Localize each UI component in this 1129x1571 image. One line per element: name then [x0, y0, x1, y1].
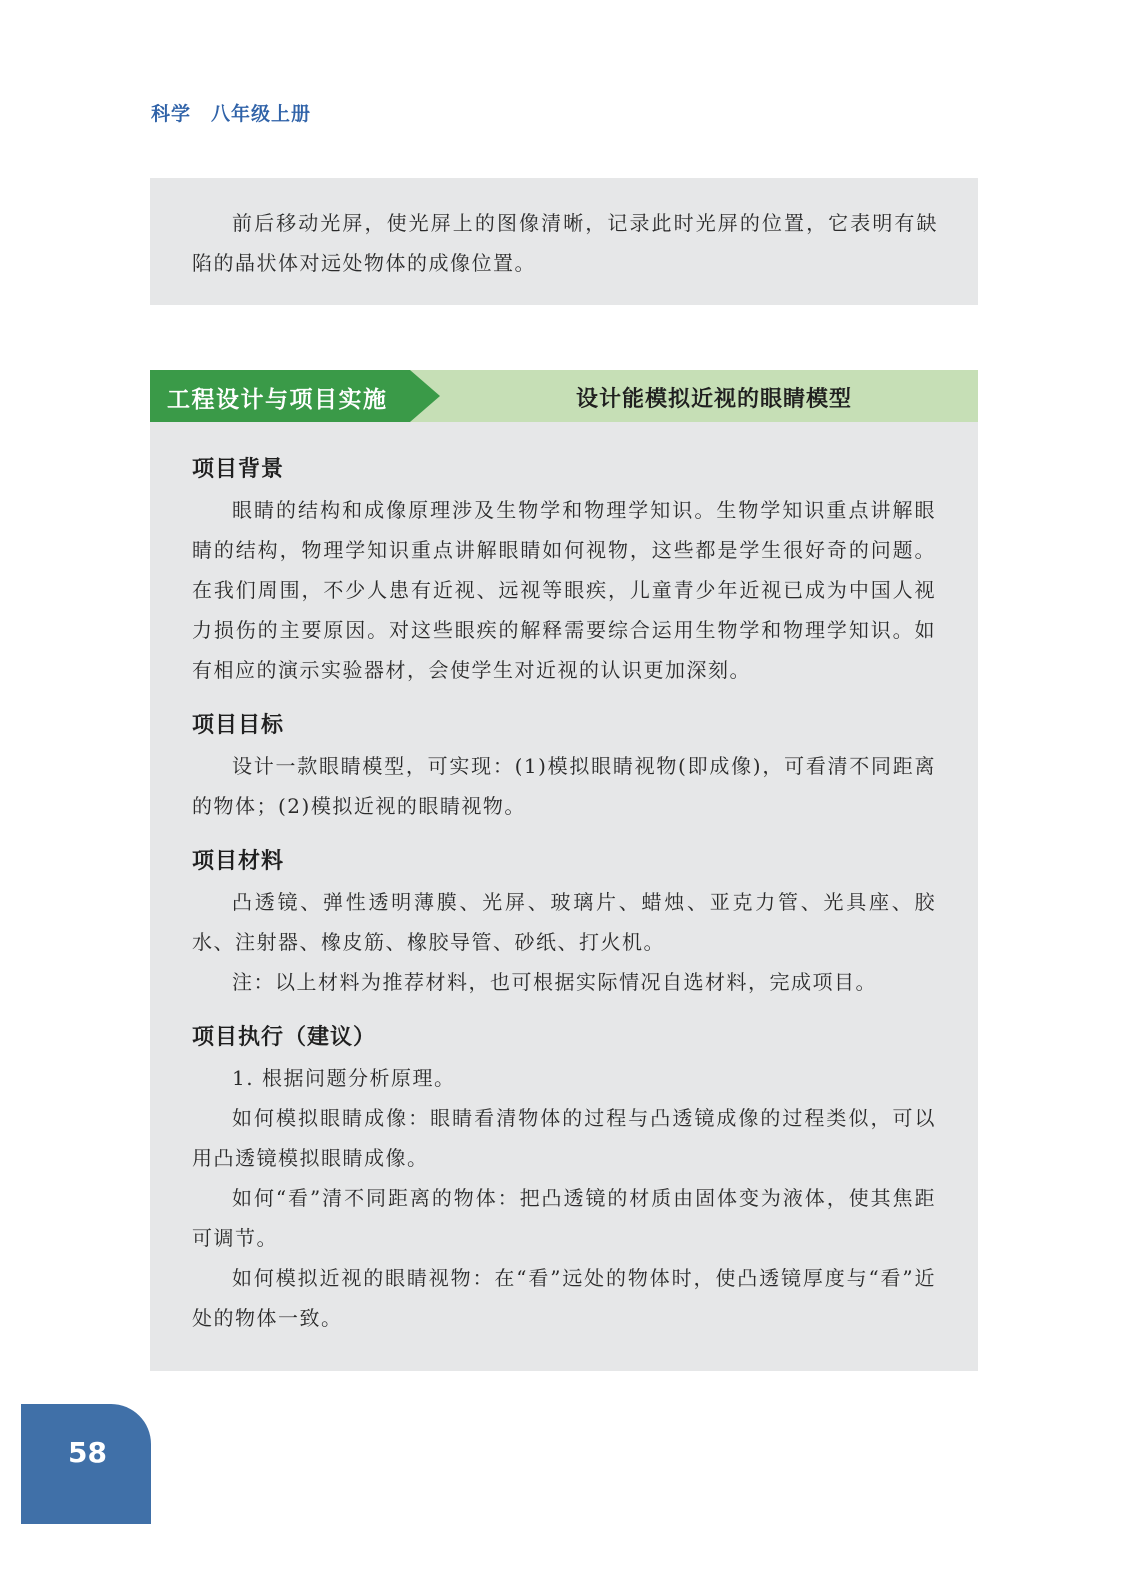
section-heading: 项目执行（建议） — [192, 1025, 377, 1050]
section-background — [192, 450, 936, 690]
execution-step-1: 1. 根据问题分析原理。 — [232, 1066, 456, 1090]
materials-paragraph: 凸透镜、弹性透明薄膜、光屏、玻璃片、蜡烛、亚克力管、光具座、胶水、注射器、橡皮筋、橡胶导管、砂纸、打火机。 — [192, 890, 936, 954]
project-content — [192, 450, 936, 1354]
page-number-tab — [21, 1404, 151, 1524]
intro-box — [150, 178, 978, 305]
goal-paragraph: 设计一款眼睛模型，可实现：(1)模拟眼睛视物(即成像)，可看清不同距离的物体；(2)模拟近视的眼睛视物。 — [192, 754, 936, 818]
materials-note: 注：以上材料为推荐材料，也可根据实际情况自选材料，完成项目。 — [232, 970, 877, 994]
background-paragraph: 眼睛的结构和成像原理涉及生物学和物理学知识。生物学知识重点讲解眼睛的结构，物理学知识重点讲解眼睛如何视物，这些都是学生很好奇的问题。在我们周围，不少人患有近视、远视等眼疾，儿童青少年近视已成为中国人视力损伤的主要原因。对这些眼疾的解释需要综合运用生物学和物理学知识。如有相应的演示实验器材，会使学生对近视的认识更加深刻。 — [192, 498, 936, 682]
section-heading: 项目材料 — [192, 849, 285, 874]
section-heading: 项目目标 — [192, 713, 285, 738]
execution-paragraph-1: 如何模拟眼睛成像：眼睛看清物体的过程与凸透镜成像的过程类似，可以用凸透镜模拟眼睛成像。 — [192, 1106, 936, 1170]
execution-paragraph-3: 如何模拟近视的眼睛视物：在“看”远处的物体时，使凸透镜厚度与“看”近处的物体一致。 — [192, 1266, 936, 1330]
subject-label: 科学 — [151, 103, 192, 125]
project-banner — [150, 370, 978, 422]
running-header — [151, 99, 311, 126]
project-box — [150, 370, 978, 1371]
intro-paragraph: 前后移动光屏，使光屏上的图像清晰，记录此时光屏的位置，它表明有缺陷的晶状体对远处物体的成像位置。 — [192, 211, 938, 275]
section-materials — [192, 842, 936, 1002]
page-number: 58 — [68, 1436, 107, 1469]
project-title: 设计能模拟近视的眼睛模型 — [575, 387, 852, 412]
section-execution — [192, 1018, 936, 1338]
banner-label: 工程设计与项目实施 — [167, 387, 388, 413]
section-goal — [192, 706, 936, 826]
section-heading: 项目背景 — [192, 457, 285, 482]
book-label: 八年级上册 — [211, 103, 312, 125]
execution-paragraph-2: 如何“看”清不同距离的物体：把凸透镜的材质由固体变为液体，使其焦距可调节。 — [192, 1186, 936, 1250]
